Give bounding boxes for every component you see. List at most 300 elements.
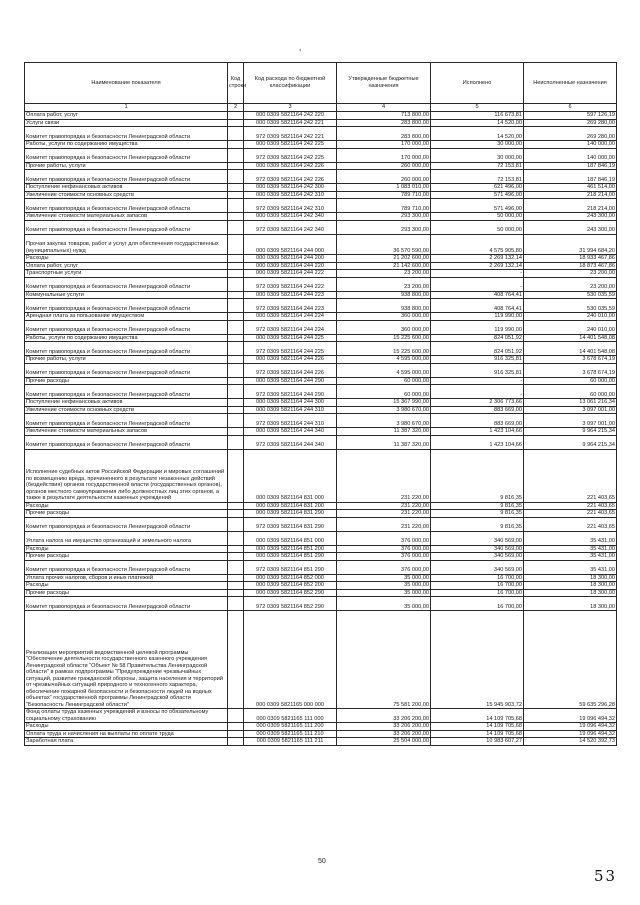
header-name: Наименование показателя bbox=[25, 63, 228, 104]
row-budget-code: 000 0309 5821164 851 290 bbox=[244, 553, 337, 561]
row-approved: 260 000,00 bbox=[337, 162, 431, 170]
row-executed: 9 816,35 bbox=[431, 517, 524, 531]
table-row bbox=[25, 262, 617, 270]
row-line-code bbox=[228, 589, 244, 597]
row-approved: 23 200,00 bbox=[337, 277, 431, 291]
row-approved: 11 387 320,00 bbox=[337, 428, 431, 436]
row-budget-code: 000 0309 5821164 852 000 bbox=[244, 574, 337, 582]
row-name: Прочие расходы bbox=[25, 377, 228, 385]
row-name: Прочие расходы bbox=[25, 553, 228, 561]
row-executed: 340 569,00 bbox=[431, 531, 524, 545]
row-approved: 260 000,00 bbox=[337, 170, 431, 184]
row-line-code bbox=[228, 406, 244, 414]
table-row bbox=[25, 399, 617, 407]
table-row bbox=[25, 582, 617, 590]
row-line-code bbox=[228, 320, 244, 334]
row-line-code bbox=[228, 611, 244, 709]
row-executed: 72 153,81 bbox=[431, 162, 524, 170]
row-budget-code: 000 0309 5821164 851 000 bbox=[244, 531, 337, 545]
row-unexecuted: 14 401 548,08 bbox=[524, 342, 617, 356]
table-row bbox=[25, 377, 617, 385]
table-row bbox=[25, 148, 617, 162]
row-approved: 293 300,00 bbox=[337, 220, 431, 234]
row-line-code bbox=[228, 449, 244, 502]
table-row bbox=[25, 291, 617, 299]
row-name: Услуги связи bbox=[25, 119, 228, 127]
row-budget-code: 000 0309 5821164 244 226 bbox=[244, 356, 337, 364]
row-budget-code: 972 0309 5821164 244 224 bbox=[244, 320, 337, 334]
row-unexecuted: 31 994 684,20 bbox=[524, 234, 617, 255]
row-line-code bbox=[228, 553, 244, 561]
row-budget-code: 000 0309 5821164 242 340 bbox=[244, 213, 337, 221]
column-number: 4 bbox=[337, 104, 431, 112]
row-unexecuted: 18 300,00 bbox=[524, 589, 617, 597]
row-budget-code: 972 0309 5821164 244 222 bbox=[244, 277, 337, 291]
row-name: Поступление нефинансовых активов bbox=[25, 184, 228, 192]
row-unexecuted: 59 635 296,28 bbox=[524, 611, 617, 709]
row-budget-code: 972 0309 5821164 244 310 bbox=[244, 414, 337, 428]
row-line-code bbox=[228, 255, 244, 263]
row-unexecuted: 218 214,00 bbox=[524, 199, 617, 213]
row-approved: 60 000,00 bbox=[337, 385, 431, 399]
row-line-code bbox=[228, 560, 244, 574]
row-name: Комитет правопорядка и безопасности Ленинградской области bbox=[25, 299, 228, 313]
row-budget-code: 972 0309 5821164 244 340 bbox=[244, 435, 337, 449]
row-name: Увеличение стоимости основных средств bbox=[25, 406, 228, 414]
table-row bbox=[25, 313, 617, 321]
row-budget-code: 972 0309 5821164 244 290 bbox=[244, 385, 337, 399]
row-line-code bbox=[228, 414, 244, 428]
row-executed: 883 669,00 bbox=[431, 414, 524, 428]
row-budget-code: 972 0309 5821164 851 290 bbox=[244, 560, 337, 574]
table-row bbox=[25, 119, 617, 127]
table-row bbox=[25, 127, 617, 141]
row-approved: 360 000,00 bbox=[337, 313, 431, 321]
row-approved: 15 225 600,00 bbox=[337, 342, 431, 356]
row-unexecuted: 221 403,65 bbox=[524, 449, 617, 502]
column-number: 1 bbox=[25, 104, 228, 112]
row-approved: 4 595 000,00 bbox=[337, 356, 431, 364]
row-approved: 35 000,00 bbox=[337, 574, 431, 582]
row-name: Арендная плата за пользование имуществом bbox=[25, 313, 228, 321]
row-approved: 35 000,00 bbox=[337, 582, 431, 590]
row-name: Расходы bbox=[25, 582, 228, 590]
row-executed: 9 816,35 bbox=[431, 510, 524, 518]
column-number: 6 bbox=[524, 104, 617, 112]
table-row bbox=[25, 385, 617, 399]
row-budget-code: 000 0309 5821164 242 220 bbox=[244, 112, 337, 120]
table-row bbox=[25, 141, 617, 149]
column-number-row bbox=[25, 104, 617, 112]
row-name: Увеличение стоимости основных средств bbox=[25, 191, 228, 199]
row-approved: 376 000,00 bbox=[337, 545, 431, 553]
row-line-code bbox=[228, 502, 244, 510]
row-approved: 789 710,00 bbox=[337, 191, 431, 199]
row-approved: 4 595 000,00 bbox=[337, 363, 431, 377]
row-line-code bbox=[228, 377, 244, 385]
row-line-code bbox=[228, 582, 244, 590]
row-name: Комитет правопорядка и безопасности Ленинградской области bbox=[25, 363, 228, 377]
row-executed: 116 673,81 bbox=[431, 112, 524, 120]
expenditure-table bbox=[24, 62, 617, 746]
row-unexecuted: 221 403,65 bbox=[524, 502, 617, 510]
row-approved: 293 300,00 bbox=[337, 213, 431, 221]
row-line-code bbox=[228, 277, 244, 291]
table-row bbox=[25, 589, 617, 597]
row-approved: 231 220,00 bbox=[337, 517, 431, 531]
table-row bbox=[25, 730, 617, 738]
row-line-code bbox=[228, 148, 244, 162]
row-name: Оплата труда и начисления на выплаты по оплате труда bbox=[25, 730, 228, 738]
row-unexecuted: 530 035,59 bbox=[524, 291, 617, 299]
row-approved: 15 225 600,00 bbox=[337, 334, 431, 342]
row-name: Поступление нефинансовых активов bbox=[25, 399, 228, 407]
row-unexecuted: 221 403,65 bbox=[524, 510, 617, 518]
row-approved: 231 220,00 bbox=[337, 510, 431, 518]
row-unexecuted: 240 010,00 bbox=[524, 313, 617, 321]
row-name: Реализация мероприятий ведомственной целевой программы "Обеспечение деятельности государственного казенного учреждения Ленинградской области "Объект № 58 Правительства Ленинградской области" в рамках подпрограммы "Предупреждение чрезвычайных ситуаций, развитие гражданской обороны, защита населения и территорий от чрезвычайных ситуаций природного и техногенного характера, обеспечение пожарной безопасности и безопасности людей на водных объектах" государственной программы Ленинградской области "Безопасность Ленинградской области" bbox=[25, 611, 228, 709]
page-number: 50 bbox=[318, 858, 326, 865]
row-unexecuted: 9 964 215,34 bbox=[524, 428, 617, 436]
table-row bbox=[25, 560, 617, 574]
table-row bbox=[25, 299, 617, 313]
row-budget-code: 000 0309 5821164 244 340 bbox=[244, 428, 337, 436]
row-unexecuted: 60 000,00 bbox=[524, 385, 617, 399]
row-line-code bbox=[228, 597, 244, 611]
row-unexecuted: 240 010,00 bbox=[524, 320, 617, 334]
table-row bbox=[25, 531, 617, 545]
table-row bbox=[25, 184, 617, 192]
row-executed: - bbox=[431, 377, 524, 385]
row-executed: 9 816,35 bbox=[431, 449, 524, 502]
row-executed: 340 569,00 bbox=[431, 545, 524, 553]
row-approved: 33 206 200,00 bbox=[337, 730, 431, 738]
row-unexecuted: 269 280,00 bbox=[524, 119, 617, 127]
table-row bbox=[25, 435, 617, 449]
row-approved: 3 980 670,00 bbox=[337, 414, 431, 428]
row-unexecuted: 269 280,00 bbox=[524, 127, 617, 141]
row-unexecuted: 3 097 001,00 bbox=[524, 406, 617, 414]
row-budget-code: 000 0309 5821164 242 225 bbox=[244, 141, 337, 149]
row-line-code bbox=[228, 385, 244, 399]
column-number: 3 bbox=[244, 104, 337, 112]
row-name: Расходы bbox=[25, 545, 228, 553]
row-budget-code: 000 0309 5821164 244 222 bbox=[244, 270, 337, 278]
row-executed: 1 423 104,66 bbox=[431, 435, 524, 449]
row-line-code bbox=[228, 730, 244, 738]
row-executed: 10 983 607,27 bbox=[431, 738, 524, 746]
row-unexecuted: 3 678 674,19 bbox=[524, 356, 617, 364]
row-line-code bbox=[228, 191, 244, 199]
row-line-code bbox=[228, 738, 244, 746]
row-budget-code: 000 0309 5821164 851 200 bbox=[244, 545, 337, 553]
row-budget-code: 972 0309 5821164 242 225 bbox=[244, 148, 337, 162]
row-approved: 713 800,00 bbox=[337, 112, 431, 120]
column-number: 5 bbox=[431, 104, 524, 112]
table-row bbox=[25, 342, 617, 356]
row-executed: 14 520,00 bbox=[431, 127, 524, 141]
top-mark: ' bbox=[299, 48, 302, 57]
row-budget-code: 000 0309 5821164 244 300 bbox=[244, 399, 337, 407]
header-budget-code: Код расхода по бюджетной классификации bbox=[244, 63, 337, 104]
row-executed: 15 945 903,72 bbox=[431, 611, 524, 709]
row-unexecuted: 597 126,19 bbox=[524, 112, 617, 120]
table-body bbox=[25, 112, 617, 746]
row-approved: 170 000,00 bbox=[337, 148, 431, 162]
row-name: Заработная плата bbox=[25, 738, 228, 746]
row-approved: 35 000,00 bbox=[337, 597, 431, 611]
row-unexecuted: 19 096 494,32 bbox=[524, 723, 617, 731]
row-executed: 14 109 705,68 bbox=[431, 723, 524, 731]
row-line-code bbox=[228, 112, 244, 120]
row-budget-code: 000 0309 5821164 831 290 bbox=[244, 510, 337, 518]
row-name: Увеличение стоимости материальных запасов bbox=[25, 428, 228, 436]
row-budget-code: 972 0309 5821164 242 340 bbox=[244, 220, 337, 234]
row-executed: 340 569,00 bbox=[431, 553, 524, 561]
row-executed: 16 700,00 bbox=[431, 582, 524, 590]
row-executed: 16 700,00 bbox=[431, 589, 524, 597]
row-unexecuted: 140 000,00 bbox=[524, 148, 617, 162]
row-name: Транспортные услуги bbox=[25, 270, 228, 278]
row-unexecuted: 35 431,00 bbox=[524, 531, 617, 545]
row-line-code bbox=[228, 313, 244, 321]
row-executed: 2 269 132,14 bbox=[431, 255, 524, 263]
row-unexecuted: 3 678 674,19 bbox=[524, 363, 617, 377]
row-name: Комитет правопорядка и безопасности Ленинградской области bbox=[25, 517, 228, 531]
row-unexecuted: 23 200,00 bbox=[524, 277, 617, 291]
row-name: Комитет правопорядка и безопасности Ленинградской области bbox=[25, 127, 228, 141]
row-budget-code: 000 0309 5821165 111 211 bbox=[244, 738, 337, 746]
row-executed: 621 496,00 bbox=[431, 184, 524, 192]
row-line-code bbox=[228, 162, 244, 170]
row-budget-code: 972 0309 5821164 242 226 bbox=[244, 170, 337, 184]
table-row bbox=[25, 723, 617, 731]
row-budget-code: 000 0309 5821164 244 225 bbox=[244, 334, 337, 342]
row-name: Прочая закупка товаров, работ и услуг для обеспечения государственных (муниципальных) нужд bbox=[25, 234, 228, 255]
table-row bbox=[25, 363, 617, 377]
table-row bbox=[25, 320, 617, 334]
row-line-code bbox=[228, 709, 244, 723]
row-unexecuted: 18 300,00 bbox=[524, 574, 617, 582]
row-unexecuted: 9 964 215,34 bbox=[524, 435, 617, 449]
row-unexecuted: 13 061 216,34 bbox=[524, 399, 617, 407]
row-unexecuted: 221 403,65 bbox=[524, 517, 617, 531]
row-name: Оплата работ, услуг bbox=[25, 262, 228, 270]
row-budget-code: 000 0309 5821164 242 221 bbox=[244, 119, 337, 127]
row-budget-code: 000 0309 5821164 244 223 bbox=[244, 291, 337, 299]
row-budget-code: 000 0309 5821164 852 290 bbox=[244, 589, 337, 597]
row-unexecuted: 18 933 467,86 bbox=[524, 255, 617, 263]
row-name: Расходы bbox=[25, 255, 228, 263]
row-unexecuted: 35 431,00 bbox=[524, 553, 617, 561]
row-approved: 35 000,00 bbox=[337, 589, 431, 597]
row-name: Уплата налога на имущество организаций и земельного налога bbox=[25, 531, 228, 545]
row-budget-code: 972 0309 5821164 852 290 bbox=[244, 597, 337, 611]
row-name: Комитет правопорядка и безопасности Ленинградской области bbox=[25, 320, 228, 334]
row-executed: - bbox=[431, 277, 524, 291]
table-row bbox=[25, 428, 617, 436]
row-approved: 376 000,00 bbox=[337, 531, 431, 545]
row-executed: 883 669,00 bbox=[431, 406, 524, 414]
row-budget-code: 000 0309 5821164 244 310 bbox=[244, 406, 337, 414]
row-budget-code: 000 0309 5821165 111 200 bbox=[244, 723, 337, 731]
table-row bbox=[25, 597, 617, 611]
row-unexecuted: 18 300,00 bbox=[524, 597, 617, 611]
table-row bbox=[25, 553, 617, 561]
column-number: 2 bbox=[228, 104, 244, 112]
row-executed: 14 109 705,68 bbox=[431, 709, 524, 723]
table-row bbox=[25, 545, 617, 553]
row-approved: 33 206 200,00 bbox=[337, 723, 431, 731]
row-executed: 16 700,00 bbox=[431, 574, 524, 582]
row-budget-code: 000 0309 5821164 244 224 bbox=[244, 313, 337, 321]
row-name: Комитет правопорядка и безопасности Ленинградской области bbox=[25, 435, 228, 449]
row-budget-code: 972 0309 5821164 244 223 bbox=[244, 299, 337, 313]
row-name: Расходы bbox=[25, 723, 228, 731]
table-header-row bbox=[25, 63, 617, 104]
row-approved: 11 387 320,00 bbox=[337, 435, 431, 449]
row-unexecuted: 243 300,00 bbox=[524, 220, 617, 234]
header-approved: Утвержденные бюджетные назначения bbox=[337, 63, 431, 104]
row-line-code bbox=[228, 363, 244, 377]
row-unexecuted: 23 200,00 bbox=[524, 270, 617, 278]
row-approved: 33 206 200,00 bbox=[337, 709, 431, 723]
row-budget-code: 000 0309 5821165 111 210 bbox=[244, 730, 337, 738]
row-line-code bbox=[228, 545, 244, 553]
table-row bbox=[25, 414, 617, 428]
row-unexecuted: 19 096 494,32 bbox=[524, 730, 617, 738]
row-executed: 119 990,00 bbox=[431, 320, 524, 334]
row-executed: - bbox=[431, 385, 524, 399]
row-executed: - bbox=[431, 270, 524, 278]
table-row bbox=[25, 199, 617, 213]
row-name: Работы, услуги по содержанию имущества bbox=[25, 334, 228, 342]
row-approved: 231 220,00 bbox=[337, 502, 431, 510]
row-unexecuted: 530 035,59 bbox=[524, 299, 617, 313]
table-row bbox=[25, 611, 617, 709]
row-budget-code: 000 0309 5821164 244 000 bbox=[244, 234, 337, 255]
row-line-code bbox=[228, 574, 244, 582]
table-row bbox=[25, 112, 617, 120]
row-approved: 170 000,00 bbox=[337, 141, 431, 149]
row-line-code bbox=[228, 517, 244, 531]
row-approved: 789 710,00 bbox=[337, 199, 431, 213]
row-budget-code: 000 0309 5821164 831 000 bbox=[244, 449, 337, 502]
row-unexecuted: 18 300,00 bbox=[524, 582, 617, 590]
row-name: Комитет правопорядка и безопасности Ленинградской области bbox=[25, 199, 228, 213]
row-executed: 571 496,00 bbox=[431, 191, 524, 199]
row-name: Увеличение стоимости материальных запасов bbox=[25, 213, 228, 221]
row-budget-code: 000 0309 5821165 000 000 bbox=[244, 611, 337, 709]
row-unexecuted: 140 000,00 bbox=[524, 141, 617, 149]
table-row bbox=[25, 738, 617, 746]
row-budget-code: 972 0309 5821164 242 221 bbox=[244, 127, 337, 141]
row-approved: 938 800,00 bbox=[337, 291, 431, 299]
row-executed: 50 000,00 bbox=[431, 213, 524, 221]
row-budget-code: 000 0309 5821164 242 300 bbox=[244, 184, 337, 192]
row-line-code bbox=[228, 510, 244, 518]
row-executed: 119 990,00 bbox=[431, 313, 524, 321]
row-approved: 231 220,00 bbox=[337, 449, 431, 502]
row-line-code bbox=[228, 119, 244, 127]
row-unexecuted: 461 514,00 bbox=[524, 184, 617, 192]
row-line-code bbox=[228, 435, 244, 449]
row-approved: 36 570 590,00 bbox=[337, 234, 431, 255]
row-executed: 14 109 705,68 bbox=[431, 730, 524, 738]
row-unexecuted: 3 097 001,00 bbox=[524, 414, 617, 428]
row-approved: 360 000,00 bbox=[337, 320, 431, 334]
header-unexecuted: Неисполненные назначения bbox=[524, 63, 617, 104]
table-row bbox=[25, 334, 617, 342]
row-approved: 283 800,00 bbox=[337, 119, 431, 127]
row-unexecuted: 187 846,19 bbox=[524, 170, 617, 184]
row-executed: 16 700,00 bbox=[431, 597, 524, 611]
row-name: Комитет правопорядка и безопасности Ленинградской области bbox=[25, 560, 228, 574]
row-budget-code: 972 0309 5821164 242 310 bbox=[244, 199, 337, 213]
row-line-code bbox=[228, 723, 244, 731]
row-budget-code: 000 0309 5821164 852 200 bbox=[244, 582, 337, 590]
row-name: Комитет правопорядка и безопасности Ленинградской области bbox=[25, 414, 228, 428]
row-executed: 9 816,35 bbox=[431, 502, 524, 510]
table-row bbox=[25, 220, 617, 234]
row-name: Комитет правопорядка и безопасности Ленинградской области bbox=[25, 170, 228, 184]
row-name: Работы, услуги по содержанию имущества bbox=[25, 141, 228, 149]
row-line-code bbox=[228, 428, 244, 436]
row-name: Оплата работ, услуг bbox=[25, 112, 228, 120]
row-name: Исполнение судебных актов Российской Федерации и мировых соглашений по возмещению вреда, причиненного в результате незаконных действий (бездействия) органов государственной власти (государственных органов), органов местного самоуправления либо должностных лиц этих органов, а также в результате деятельности казенных учреждений bbox=[25, 449, 228, 502]
table-row bbox=[25, 406, 617, 414]
row-executed: 4 575 905,80 bbox=[431, 234, 524, 255]
table-row bbox=[25, 502, 617, 510]
row-approved: 23 200,00 bbox=[337, 270, 431, 278]
row-budget-code: 000 0309 5821164 244 200 bbox=[244, 255, 337, 263]
row-name: Прочие работы, услуги bbox=[25, 162, 228, 170]
table-row bbox=[25, 574, 617, 582]
row-line-code bbox=[228, 262, 244, 270]
row-budget-code: 972 0309 5821164 244 225 bbox=[244, 342, 337, 356]
row-name: Комитет правопорядка и безопасности Ленинградской области bbox=[25, 148, 228, 162]
row-name: Прочие работы, услуги bbox=[25, 356, 228, 364]
row-unexecuted: 60 000,00 bbox=[524, 377, 617, 385]
table-row bbox=[25, 449, 617, 502]
table-row bbox=[25, 270, 617, 278]
table-row bbox=[25, 213, 617, 221]
row-executed: 571 496,00 bbox=[431, 199, 524, 213]
row-unexecuted: 19 096 494,32 bbox=[524, 709, 617, 723]
table-row bbox=[25, 162, 617, 170]
row-approved: 376 000,00 bbox=[337, 560, 431, 574]
row-line-code bbox=[228, 170, 244, 184]
table-row bbox=[25, 517, 617, 531]
row-executed: 2 306 773,66 bbox=[431, 399, 524, 407]
row-approved: 15 367 990,00 bbox=[337, 399, 431, 407]
row-approved: 25 504 000,00 bbox=[337, 738, 431, 746]
row-name: Фонд оплаты труда казенных учреждений и взносы по обязательному социальному страхованию bbox=[25, 709, 228, 723]
row-executed: 824 051,92 bbox=[431, 334, 524, 342]
row-line-code bbox=[228, 270, 244, 278]
row-executed: 1 423 104,66 bbox=[431, 428, 524, 436]
row-name: Расходы bbox=[25, 502, 228, 510]
row-name: Комитет правопорядка и безопасности Ленинградской области bbox=[25, 385, 228, 399]
row-line-code bbox=[228, 531, 244, 545]
row-unexecuted: 35 431,00 bbox=[524, 560, 617, 574]
row-executed: 30 000,00 bbox=[431, 141, 524, 149]
handwritten-sheet-number: 53 bbox=[594, 867, 618, 885]
row-unexecuted: 14 401 548,08 bbox=[524, 334, 617, 342]
row-unexecuted: 14 520 392,73 bbox=[524, 738, 617, 746]
row-line-code bbox=[228, 199, 244, 213]
row-name: Комитет правопорядка и безопасности Ленинградской области bbox=[25, 220, 228, 234]
